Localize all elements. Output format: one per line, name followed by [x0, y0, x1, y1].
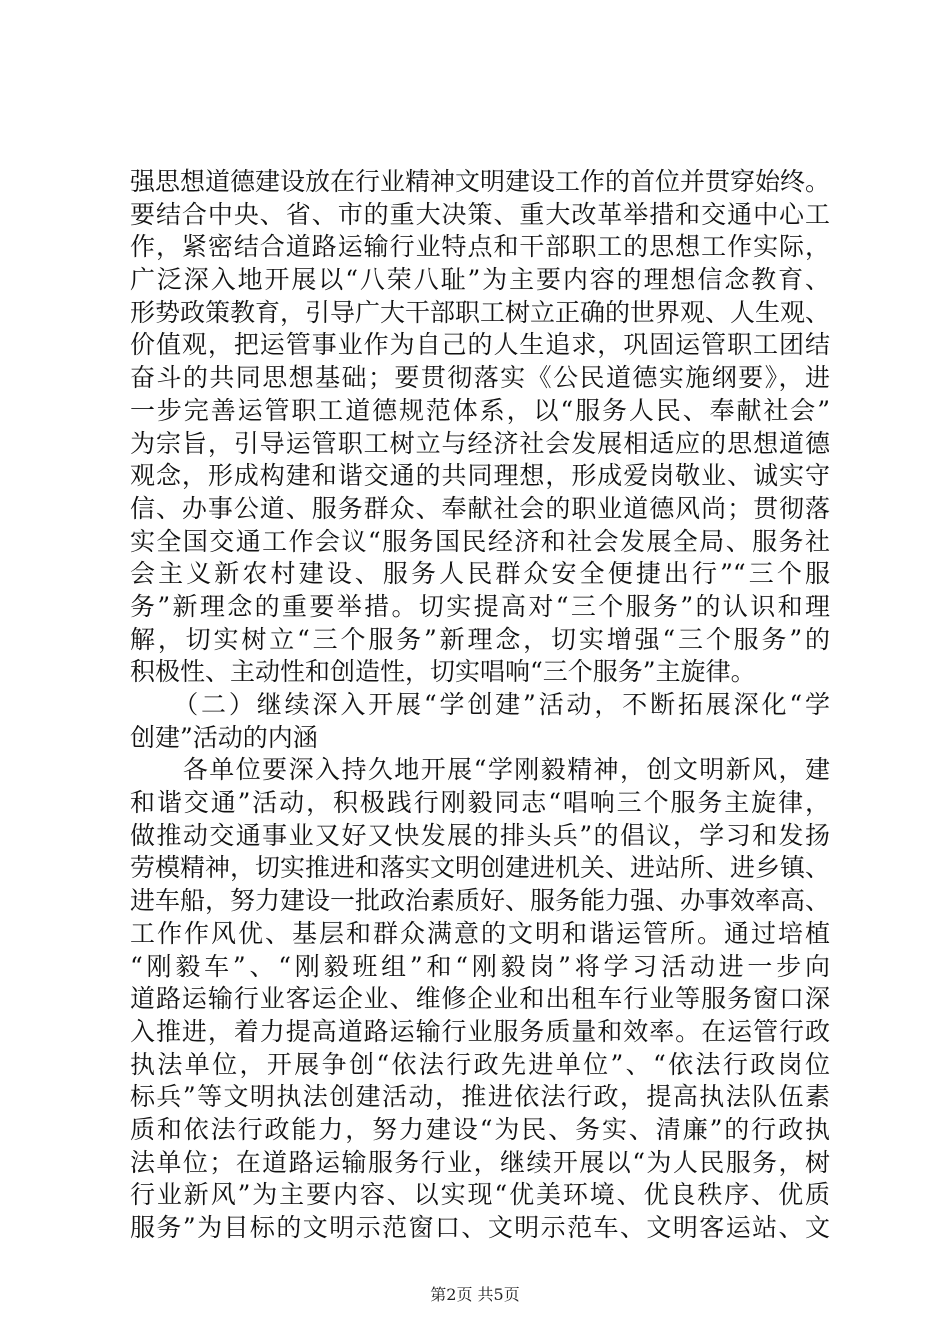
- text-line: 法单位；在道路运输服务行业，继续开展以“为人民服务，树: [130, 1147, 830, 1177]
- text-line: 入推进，着力提高道路运输行业服务质量和效率。在运管行政: [130, 1016, 830, 1046]
- text-line: 创建”活动的内涵: [130, 722, 318, 752]
- document-body: [130, 166, 830, 1245]
- text-line: 务”新理念的重要举措。切实提高对“三个服务”的认识和理: [130, 591, 830, 621]
- page-number-footer: 第2页 共5页: [430, 1285, 520, 1304]
- text-line: 质和依法行政能力，努力建设“为民、务实、清廉”的行政执: [130, 1114, 830, 1144]
- text-line: 为宗旨，引导运管职工树立与经济社会发展相适应的思想道德: [130, 428, 830, 458]
- text-line: 会主义新农村建设、服务人民群众安全便捷出行”“三个服: [130, 559, 830, 589]
- text-line: 标兵”等文明执法创建活动，推进依法行政，提高执法队伍素: [130, 1082, 830, 1112]
- text-line: 价值观，把运管事业作为自己的人生追求，巩固运管职工团结: [130, 330, 830, 360]
- text-line: （二）继续深入开展“学创建”活动，不断拓展深化“学: [130, 690, 830, 719]
- text-line: 行业新风”为主要内容、以实现“优美环境、优良秩序、优质: [130, 1180, 830, 1210]
- text-line: 进车船，努力建设一批政治素质好、服务能力强、办事效率高、: [130, 886, 831, 916]
- text-line: 广泛深入地开展以“八荣八耻”为主要内容的理想信念教育、: [130, 265, 830, 295]
- text-line: 工作作风优、基层和群众满意的文明和谐运管所。通过培植: [130, 918, 830, 948]
- text-line: 各单位要深入持久地开展“学刚毅精神，创文明新风，建: [130, 755, 830, 785]
- text-line: 解，切实树立“三个服务”新理念，切实增强“三个服务”的: [130, 624, 830, 654]
- text-line: 做推动交通事业又好又快发展的排头兵”的倡议，学习和发扬: [130, 820, 830, 850]
- text-line: 形势政策教育，引导广大干部职工树立正确的世界观、人生观、: [130, 297, 831, 327]
- text-line: 和谐交通”活动，积极践行刚毅同志“唱响三个服务主旋律，: [130, 788, 830, 818]
- text-line: 信、办事公道、服务群众、奉献社会的职业道德风尚；贯彻落: [130, 493, 830, 523]
- text-line: 要结合中央、省、市的重大决策、重大改革举措和交通中心工: [130, 199, 830, 229]
- text-line: 强思想道德建设放在行业精神文明建设工作的首位并贯穿始终。: [130, 167, 831, 196]
- text-line: 道路运输行业客运企业、维修企业和出租车行业等服务窗口深: [130, 984, 830, 1014]
- text-line: “刚毅车”、“刚毅班组”和“刚毅岗”将学习活动进一步向: [130, 951, 830, 981]
- text-line: 积极性、主动性和创造性，切实唱响“三个服务”主旋律。: [130, 657, 756, 687]
- text-line: 劳模精神，切实推进和落实文明创建进机关、进站所、进乡镇、: [130, 853, 831, 883]
- text-line: 实全国交通工作会议“服务国民经济和社会发展全局、服务社: [130, 526, 830, 556]
- text-line: 一步完善运管职工道德规范体系，以“服务人民、奉献社会”: [130, 395, 830, 425]
- text-line: 服务”为目标的文明示范窗口、文明示范车、文明客运站、文: [130, 1213, 830, 1242]
- text-line: 执法单位，开展争创“依法行政先进单位”、“依法行政岗位: [130, 1049, 830, 1079]
- text-line: 奋斗的共同思想基础；要贯彻落实《公民道德实施纲要》，进: [130, 363, 830, 393]
- text-line: 观念，形成构建和谐交通的共同理想，形成爱岗敬业、诚实守: [130, 461, 830, 491]
- text-line: 作，紧密结合道路运输行业特点和干部职工的思想工作实际，: [130, 232, 830, 262]
